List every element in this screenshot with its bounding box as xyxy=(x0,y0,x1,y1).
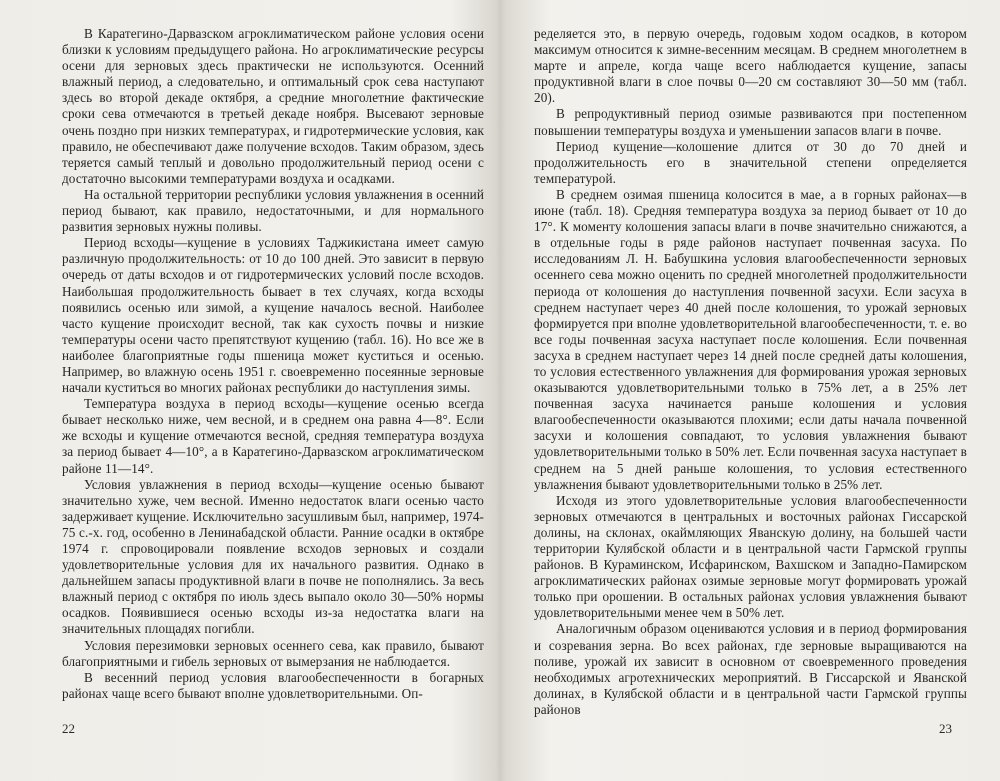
right-page xyxy=(500,0,1000,781)
paragraph: Период всходы—кущение в условиях Таджикистана имеет самую различную продолжительность: от 10 до 100 дней. Это зависит в первую очередь от даты всходов и от гидротермических условий после всходов. Наибольшая продолжительность бывает в тех случаях, когда всходы появились осенью или зимой, а кущение началось весной. Наиболее часто кущение происходит весной, так как сухость почвы и низкие температуры осени часто препятствуют кущению (табл. 16). Но все же в наиболее благоприятные годы пшеница может куститься и осенью. Например, во влажную осень 1951 г. своевременно посеянные зерновые начали куститься во многих районах республики до наступления зимы. xyxy=(62,235,484,396)
paragraph: Условия увлажнения в период всходы—кущение осенью бывают значительно хуже, чем весной. Именно недостаток влаги осенью часто задерживает кущение. Исключительно засушливым был, например, 1974-75 с.-х. год, особенно в Ленинабадской области. Ранние осадки в октябре 1974 г. спровоцировали появление всходов зерновых и создали удовлетворительные условия для их начального развития. Однако в дальнейшем запасы продуктивной влаги в почве не пополнялись. За весь влажный период с октября по июль здесь выпало около 30—50% нормы осадков. Появившиеся осенью всходы из-за недостатка влаги на значительных площадях погибли. xyxy=(62,476,484,637)
paragraph: В Каратегино-Дарвазском агроклиматическом районе условия осени близки к условиям предыдущего района. Но агроклиматические ресурсы осени для зерновых здесь практически не используются. Осенний влажный период, а следовательно, и оптимальный срок сева наступают здесь во второй декаде октября, а средние многолетние фактические сроки сева отмечаются в третьей декаде ноября. Высевают зерновые очень поздно при низких температурах, и гидротермические условия, как правило, не обеспечивают даже получение всходов. Таким образом, здесь теряется самый теплый и довольно продолжительный период осени с достаточно высокими температурами воздуха и осадками. xyxy=(62,26,484,186)
paragraph: На остальной территории республики условия увлажнения в осенний период бывают, как правило, недостаточными, и для нормального развития зерновых нужны поливы. xyxy=(62,186,484,235)
paragraph: В репродуктивный период озимые развиваются при постепенном повышении температуры воздуха и уменьшении запасов влаги в почве. xyxy=(534,106,967,138)
paragraph: ределяется это, в первую очередь, годовым ходом осадков, в котором максимум относится к зимне-весенним месяцам. В среднем многолетнем в марте и апреле, когда чаще всего наблюдается кущение, запасы продуктивной влаги в слое почвы 0—20 см составляют 30—50 мм (табл. 20). xyxy=(534,26,967,106)
paragraph: Аналогичным образом оцениваются условия и в период формирования и созревания зерна. Во всех районах, где зерновые выращиваются на поливе, урожай их зависит в основном от своевременного проведения необходимых агротехнических мероприятий. В Гиссарской и Яванской долинах, в Кулябской области и в центральной части Гармской группы районов xyxy=(534,621,967,717)
paragraph: В среднем озимая пшеница колосится в мае, а в горных районах—в июне (табл. 18). Средняя температура воздуха за период бывает от 10 до 17°. К моменту колошения запасы влаги в почве значительно снижаются, а в отдельные годы в ряде районов наступает почвенная засуха. По исследованиям Л. Н. Бабушкина условия влагообеспеченности зерновых осеннего сева можно оценить по средней многолетней продолжительности периода от колошения до наступления почвенной засухи. Если засуха в среднем наступает через 40 дней после колошения, то урожай зерновых формируется при вполне удовлетворительной влагообеспеченности, т. е. во все годы почвенная засуха наступает после колошения. Если почвенная засуха в среднем наступает через 14 дней после средней даты колошения, то условия естественного увлажнения для формирования урожая зерновых оказываются удовлетворительными только в 75% лет, а в 25% лет почвенная засуха начинается раньше колошения и условия влагообеспеченности оказываются плохими; если даты начала почвенной засухи и колошения совпадают, то условия увлажнения бывают удовлетворительными только в 50% лет. Если почвенная засуха наступает в среднем на 5 дней раньше колошения, то условия естественного увлажнения бывают удовлетворительными только в 25% лет. xyxy=(534,186,967,492)
paragraph: В весенний период условия влагообеспеченности в богарных районах чаще всего бывают вполне удовлетворительными. Оп- xyxy=(62,669,484,701)
paragraph: Условия перезимовки зерновых осеннего сева, как правило, бывают благоприятными и гибель зерновых от вымерзания не наблюдается. xyxy=(62,637,484,669)
page-number: 22 xyxy=(62,721,75,736)
paragraph: Период кущение—колошение длится от 30 до 70 дней и продолжительность его в значительной степени определяется температурой. xyxy=(534,138,967,186)
page-number: 23 xyxy=(939,721,952,736)
paragraph: Исходя из этого удовлетворительные условия влагообеспеченности зерновых отмечаются в центральных и восточных районах Гиссарской долины, на склонах, окаймляющих Яванскую долину, на большей части территории Кулябской области и в центральной части Гармской группы районов. В Кураминском, Исфаринском, Вахшском и Западно-Памирском агроклиматических районах озимые зерновые могут формировать урожай только при орошении. В остальных районах условия увлажнения бывают удовлетворительными менее чем в 50% лет. xyxy=(534,492,967,621)
paragraph: Температура воздуха в период всходы—кущение осенью всегда бывает несколько ниже, чем весной, и в среднем она равна 4—8°. Если же всходы и кущение отмечаются весной, средняя температура воздуха за период бывает 4—10°, а в Каратегино-Дарвазском агроклиматическом районе 11—14°. xyxy=(62,396,484,476)
